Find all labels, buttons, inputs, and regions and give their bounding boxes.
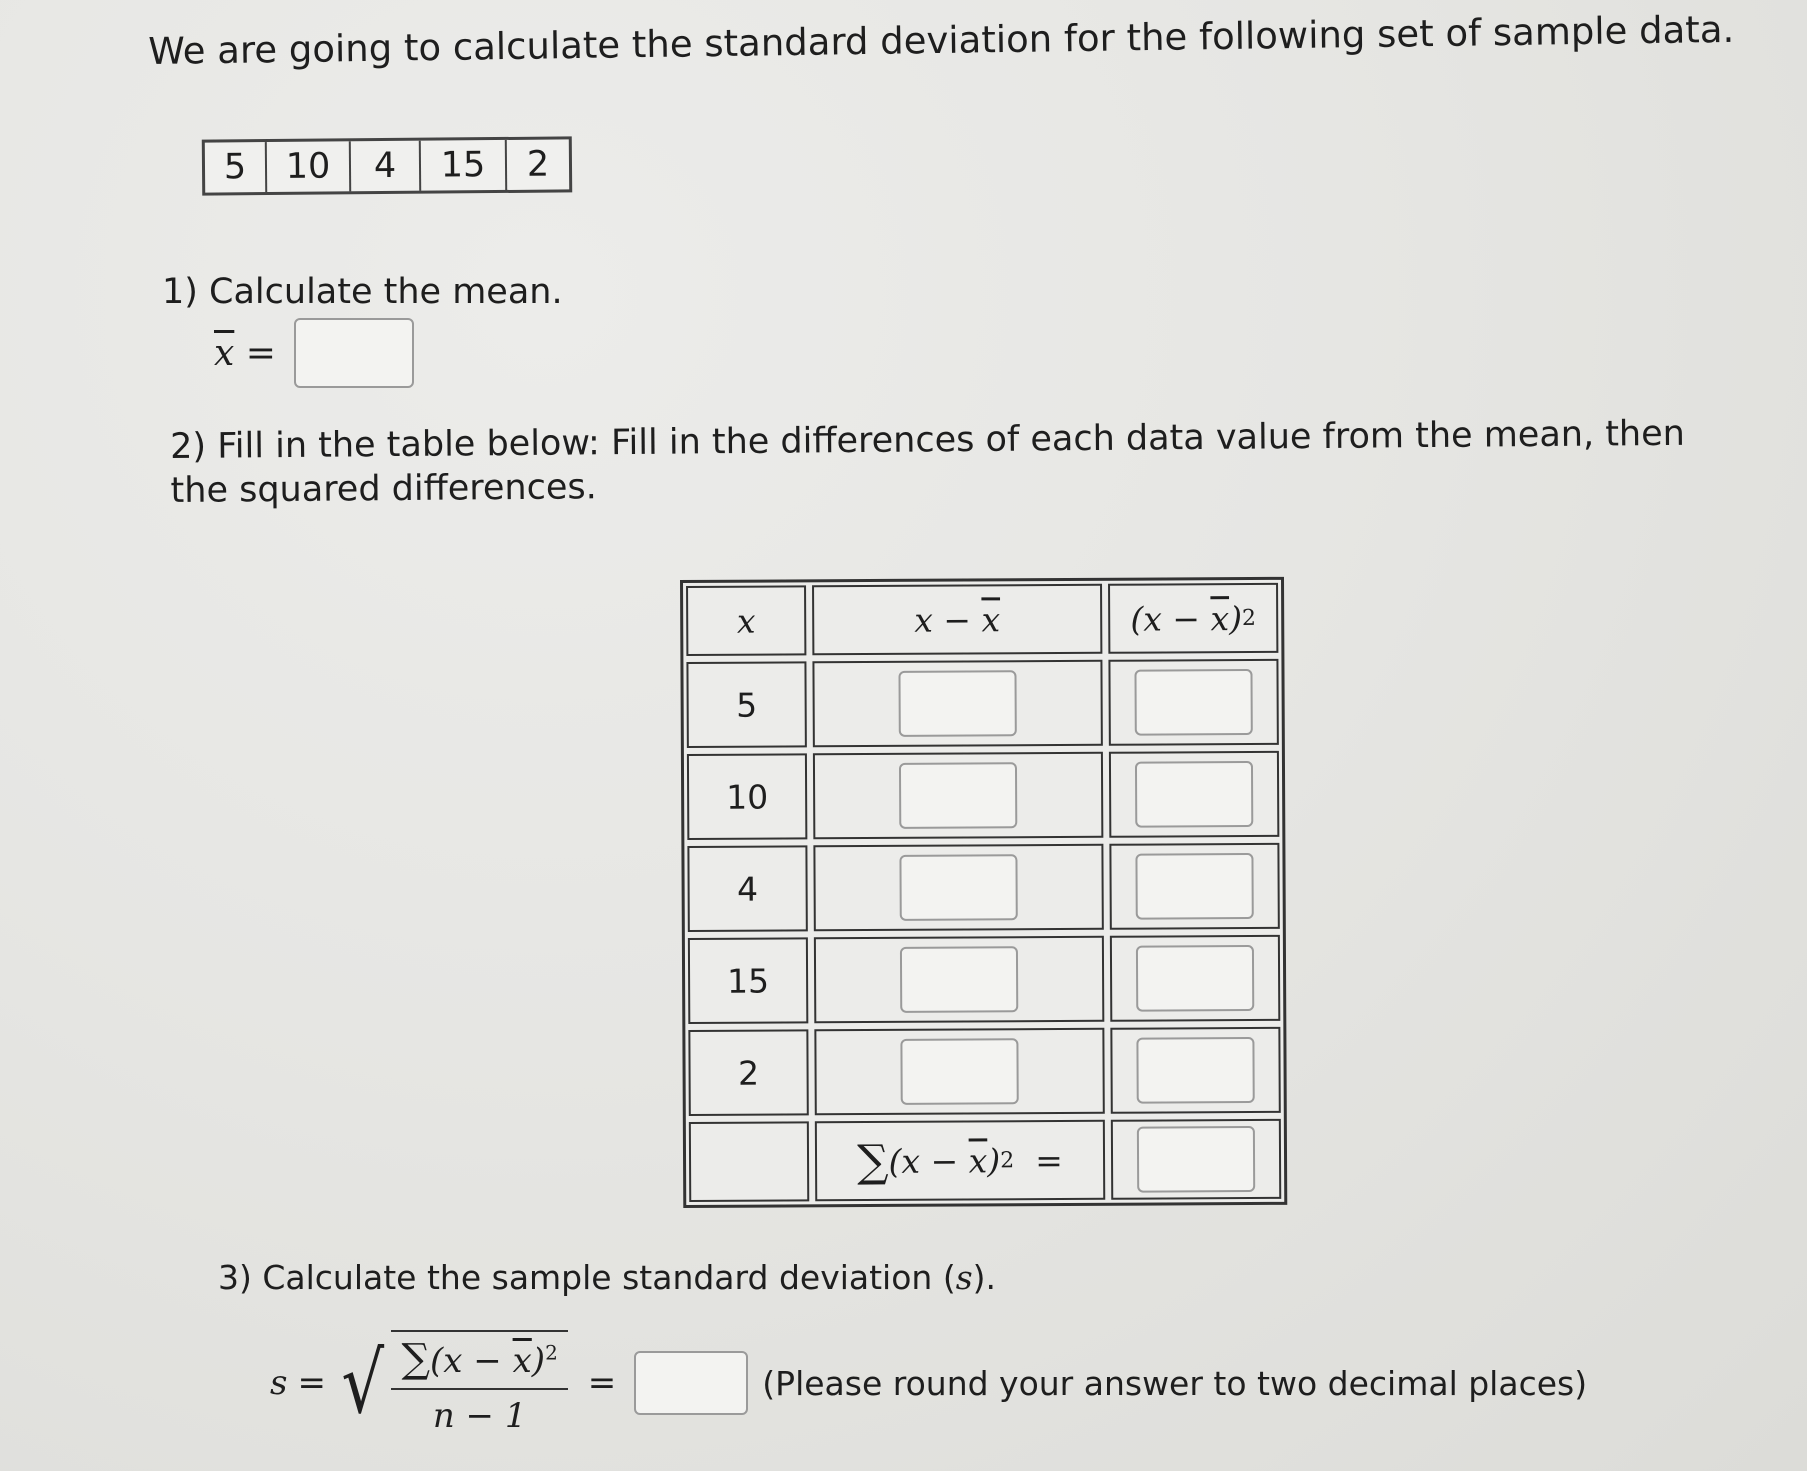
- sq-diff-input[interactable]: [1135, 853, 1253, 920]
- sq-diff-input[interactable]: [1135, 761, 1253, 828]
- diff-input[interactable]: [900, 1038, 1018, 1105]
- sq-diff-input[interactable]: [1136, 1037, 1254, 1104]
- sum-input[interactable]: [1137, 1126, 1255, 1193]
- diff-cell: [814, 936, 1104, 1024]
- sqrt-icon: √: [341, 1334, 385, 1432]
- s-equals: =: [297, 1363, 326, 1403]
- sq-diff-cell: [1109, 843, 1279, 930]
- sq-diff-input[interactable]: [1134, 669, 1252, 736]
- step2-label: 2) Fill in the table below: Fill in the differences of each data value from the mean, then the squared differences.: [170, 413, 1686, 511]
- data-value: 15: [421, 140, 507, 191]
- sum-label: ∑ (x − $\overline{x}$ ) 2 =: [815, 1120, 1105, 1202]
- table-header-row: [683, 580, 1281, 659]
- sq-diff-cell: [1110, 1027, 1280, 1114]
- mean-answer-row: [214, 318, 414, 388]
- data-value: 2: [526, 144, 550, 185]
- table-row: [684, 840, 1282, 935]
- row-x-value: 15: [688, 937, 808, 1024]
- diff-input[interactable]: [899, 762, 1017, 829]
- intro-text: We are going to calculate the standard deviation for the following set of sample data.: [148, 7, 1735, 73]
- header-x: x: [686, 585, 806, 656]
- row-x-value: 5: [686, 661, 806, 748]
- step3-label: 3) Calculate the sample standard deviation (s).: [218, 1258, 997, 1297]
- table-row: [683, 656, 1281, 751]
- differences-table: [680, 577, 1287, 1208]
- sq-diff-cell: [1108, 659, 1278, 746]
- diff-input[interactable]: [898, 670, 1016, 737]
- diff-cell: [812, 660, 1102, 748]
- diff-input[interactable]: [899, 854, 1017, 921]
- sd-equals: =: [587, 1363, 617, 1403]
- data-value: 10: [267, 141, 351, 192]
- sd-denominator: n − 1: [391, 1388, 567, 1436]
- diff-cell: [813, 844, 1103, 932]
- sum-row: [686, 1116, 1284, 1205]
- rounding-note: (Please round your answer to two decimal places): [762, 1363, 1588, 1403]
- sd-numerator: $\sum(x - \overline{x})^2$: [391, 1330, 567, 1388]
- sq-diff-cell: [1110, 935, 1280, 1022]
- sd-input[interactable]: [634, 1351, 748, 1415]
- sd-fraction: [391, 1330, 567, 1436]
- sample-data-table: [202, 136, 572, 195]
- sd-formula-row: [270, 1330, 1587, 1436]
- step1-label: 1) Calculate the mean.: [162, 272, 563, 312]
- sum-cell: [1111, 1119, 1281, 1200]
- s-symbol: s: [270, 1363, 288, 1403]
- diff-cell: [814, 1028, 1104, 1116]
- header-diff: x − $\overline{x}$: [812, 584, 1102, 656]
- empty-cell: [689, 1121, 809, 1202]
- table-row: [684, 748, 1282, 843]
- mean-label: $\overline{x}$ =: [214, 332, 276, 374]
- sq-diff-cell: [1109, 751, 1279, 838]
- table-row: [685, 932, 1283, 1027]
- row-x-value: 10: [687, 753, 807, 840]
- table-row: [685, 1024, 1283, 1119]
- data-value: 4: [351, 141, 421, 192]
- sq-diff-input[interactable]: [1136, 945, 1254, 1012]
- header-sq-diff: (x − $\overline{x}$ ) 2: [1108, 583, 1278, 654]
- data-value: 5: [205, 142, 267, 193]
- diff-input[interactable]: [900, 946, 1018, 1013]
- mean-input[interactable]: [294, 318, 414, 388]
- diff-cell: [813, 752, 1103, 840]
- row-x-value: 4: [687, 845, 807, 932]
- row-x-value: 2: [688, 1029, 808, 1116]
